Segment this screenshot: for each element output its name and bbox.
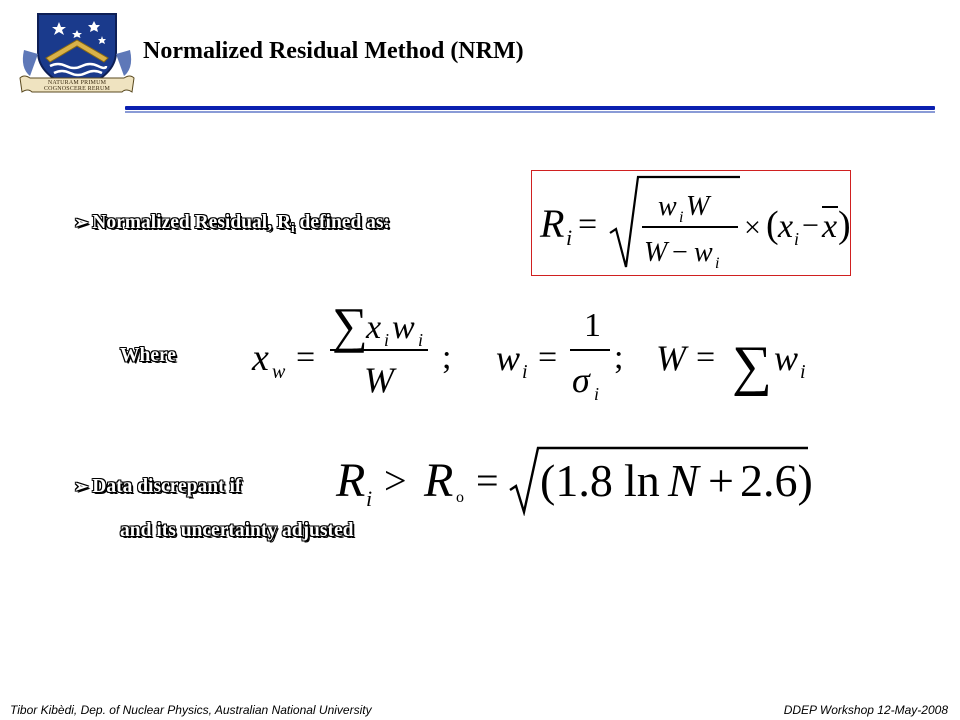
svg-text:=: = bbox=[476, 458, 499, 503]
svg-text:R: R bbox=[424, 454, 454, 507]
svg-text:w: w bbox=[496, 338, 521, 378]
svg-text:i: i bbox=[715, 255, 720, 272]
header-divider bbox=[125, 106, 935, 110]
ri-equation-box bbox=[531, 170, 851, 276]
svg-text:>: > bbox=[384, 458, 407, 503]
header-divider-shadow bbox=[125, 111, 935, 113]
svg-text:2.6): 2.6) bbox=[740, 455, 813, 506]
svg-text:i: i bbox=[418, 330, 424, 350]
bullet-continuation: and its uncertainty adjusted bbox=[120, 520, 354, 541]
footer-author: Tibor Kibèdi, Dep. of Nuclear Physics, Australian National University bbox=[10, 703, 372, 717]
svg-text:=: = bbox=[538, 339, 558, 376]
svg-text:i: i bbox=[566, 225, 573, 250]
svg-text:w: w bbox=[272, 361, 286, 383]
svg-text:x: x bbox=[366, 309, 382, 346]
svg-text:w: w bbox=[658, 191, 677, 222]
svg-text:x: x bbox=[778, 208, 794, 245]
svg-text:;: ; bbox=[442, 339, 452, 376]
svg-text:σ: σ bbox=[572, 360, 590, 400]
discrepancy-equation bbox=[334, 440, 814, 516]
footer-event: DDEP Workshop 12-May-2008 bbox=[783, 703, 948, 717]
bullet-data-discrepant: ➢ Data discrepant if bbox=[74, 476, 242, 497]
svg-text:1: 1 bbox=[584, 307, 601, 344]
arrow-bullet-icon: ➢ bbox=[74, 477, 89, 496]
svg-text:(1.8: (1.8 bbox=[540, 455, 613, 506]
svg-text:R: R bbox=[540, 201, 565, 246]
arrow-bullet-icon: ➢ bbox=[74, 213, 89, 232]
svg-text:i: i bbox=[384, 330, 390, 350]
svg-text:(: ( bbox=[766, 204, 779, 246]
svg-text:−: − bbox=[802, 209, 819, 242]
svg-text:w: w bbox=[774, 338, 799, 378]
svg-text:∑: ∑ bbox=[332, 297, 368, 353]
svg-text:w: w bbox=[694, 237, 713, 268]
svg-text:−: − bbox=[672, 237, 688, 268]
ri-equation bbox=[532, 171, 850, 275]
svg-text:N: N bbox=[668, 455, 699, 506]
svg-text:W: W bbox=[656, 338, 686, 378]
page-title: Normalized Residual Method (NRM) bbox=[143, 38, 524, 64]
svg-text:=: = bbox=[296, 339, 316, 376]
logo-motto: NATURAM PRIMUM COGNOSCERE RERUM bbox=[43, 80, 111, 92]
svg-text:i: i bbox=[522, 361, 528, 383]
svg-text:i: i bbox=[794, 229, 800, 249]
svg-text:W: W bbox=[686, 191, 710, 222]
anu-crest-logo bbox=[14, 10, 140, 102]
bullet-normalized-residual: ➢ Normalized Residual, $R_i$ defined as: bbox=[74, 212, 390, 235]
svg-text:o: o bbox=[456, 489, 464, 506]
svg-text:;: ; bbox=[614, 339, 624, 376]
svg-text:W: W bbox=[644, 237, 668, 268]
svg-text:W: W bbox=[364, 360, 394, 400]
svg-text:x: x bbox=[822, 208, 838, 245]
svg-text:+: + bbox=[708, 455, 734, 506]
svg-text:=: = bbox=[696, 339, 716, 376]
svg-text:=: = bbox=[578, 206, 598, 243]
svg-text:): ) bbox=[838, 204, 850, 246]
svg-text:i: i bbox=[366, 486, 373, 511]
svg-text:i: i bbox=[800, 361, 806, 383]
where-label: Where bbox=[120, 345, 176, 366]
svg-text:×: × bbox=[744, 211, 761, 244]
definitions-equation bbox=[248, 296, 828, 406]
svg-text:w: w bbox=[392, 309, 415, 346]
svg-text:x: x bbox=[252, 337, 269, 379]
svg-text:i: i bbox=[679, 209, 684, 226]
svg-text:R: R bbox=[336, 454, 366, 507]
svg-text:∑: ∑ bbox=[732, 335, 772, 397]
svg-text:ln: ln bbox=[624, 455, 660, 506]
svg-text:i: i bbox=[594, 384, 600, 404]
